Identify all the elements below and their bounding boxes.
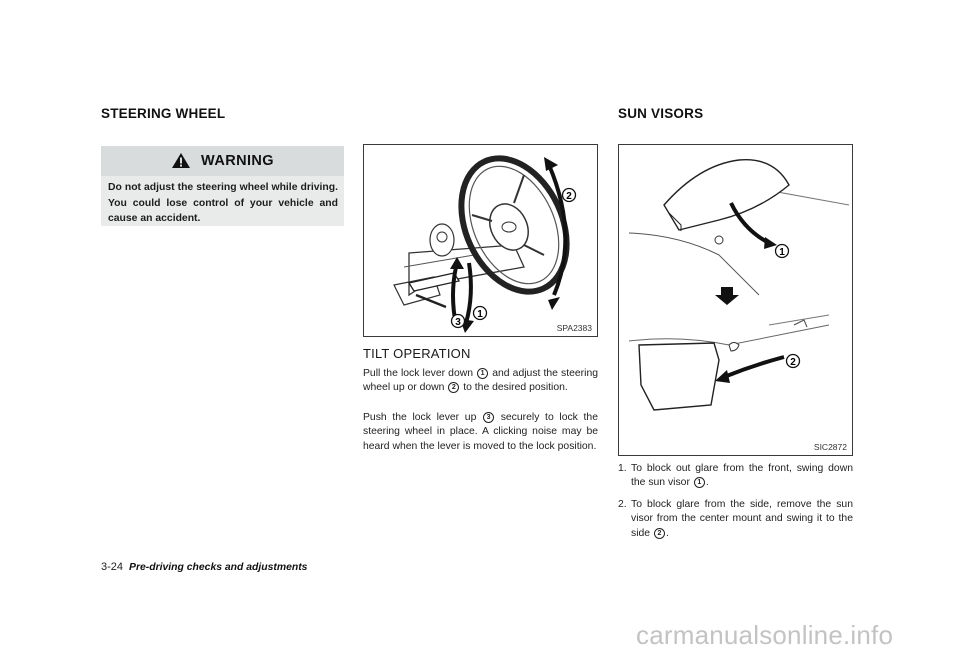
warning-title: WARNING bbox=[201, 152, 274, 169]
steering-wheel-title: STEERING WHEEL bbox=[101, 106, 226, 121]
ref-2: 2 bbox=[654, 528, 665, 539]
callout-2 bbox=[563, 189, 576, 203]
list-text-end: . bbox=[665, 527, 669, 539]
ref-2: 2 bbox=[448, 382, 459, 393]
warning-triangle-icon bbox=[171, 152, 191, 169]
list-number: 1. bbox=[618, 463, 627, 474]
warning-box bbox=[101, 146, 344, 226]
para2-text-b: securely to lock the steering wheel in place. A clicking noise may be heard when the lever is moved to the lock position. bbox=[363, 412, 598, 452]
svg-text:2: 2 bbox=[790, 357, 796, 368]
list-item bbox=[618, 462, 853, 494]
sun-visor-instructions bbox=[618, 462, 853, 542]
warning-header bbox=[101, 146, 344, 175]
para2-text-a: Push the lock lever up bbox=[363, 412, 477, 423]
list-item bbox=[618, 498, 853, 542]
ref-3: 3 bbox=[483, 412, 494, 423]
footer-section-title: Pre-driving checks and adjustments bbox=[129, 562, 308, 573]
visor-callout-2 bbox=[787, 355, 800, 369]
svg-text:3: 3 bbox=[455, 317, 461, 328]
list-text bbox=[631, 498, 853, 541]
page-number: 3-24 bbox=[101, 561, 124, 573]
tilt-paragraph-2 bbox=[363, 411, 598, 454]
ref-1: 1 bbox=[694, 477, 705, 488]
svg-text:1: 1 bbox=[779, 247, 785, 258]
svg-text:2: 2 bbox=[566, 191, 572, 202]
svg-text:1: 1 bbox=[477, 309, 483, 320]
tilt-operation-heading: TILT OPERATION bbox=[363, 346, 471, 361]
figure-caption-spa2383: SPA2383 bbox=[556, 323, 592, 333]
figure-caption-sic2872: SIC2872 bbox=[813, 442, 847, 452]
para1-text-a: Pull the lock lever down bbox=[363, 368, 474, 379]
sun-visor-illustration bbox=[619, 145, 852, 455]
para1-text-c: to the desired position. bbox=[463, 382, 568, 394]
list-text-end: . bbox=[705, 477, 709, 489]
down-arrow-icon bbox=[715, 287, 739, 305]
list-number: 2. bbox=[618, 499, 627, 510]
visor-callout-1 bbox=[776, 245, 789, 259]
sun-visors-title: SUN VISORS bbox=[618, 106, 704, 121]
page-footer bbox=[101, 561, 307, 573]
callout-3 bbox=[452, 315, 465, 329]
list-text-body: To block glare from the side, remove the sun visor from the center mount and swing it to the side bbox=[631, 499, 853, 539]
tilt-paragraph-1 bbox=[363, 367, 598, 396]
callout-1 bbox=[474, 307, 487, 321]
list-text-body: To block out glare from the front, swing down the sun visor bbox=[631, 463, 853, 489]
ref-1: 1 bbox=[477, 368, 488, 379]
steering-wheel-illustration bbox=[364, 145, 597, 336]
list-text bbox=[631, 462, 853, 491]
sun-visor-figure bbox=[618, 144, 853, 456]
para1-text-b: and adjust the steering wheel up or down bbox=[363, 368, 599, 394]
watermark: carmanualsonline.info bbox=[636, 620, 894, 650]
steering-wheel-figure bbox=[363, 144, 598, 337]
warning-text: Do not adjust the steering wheel while driving. You could lose control of your vehicle and cause an accident. bbox=[101, 176, 344, 226]
